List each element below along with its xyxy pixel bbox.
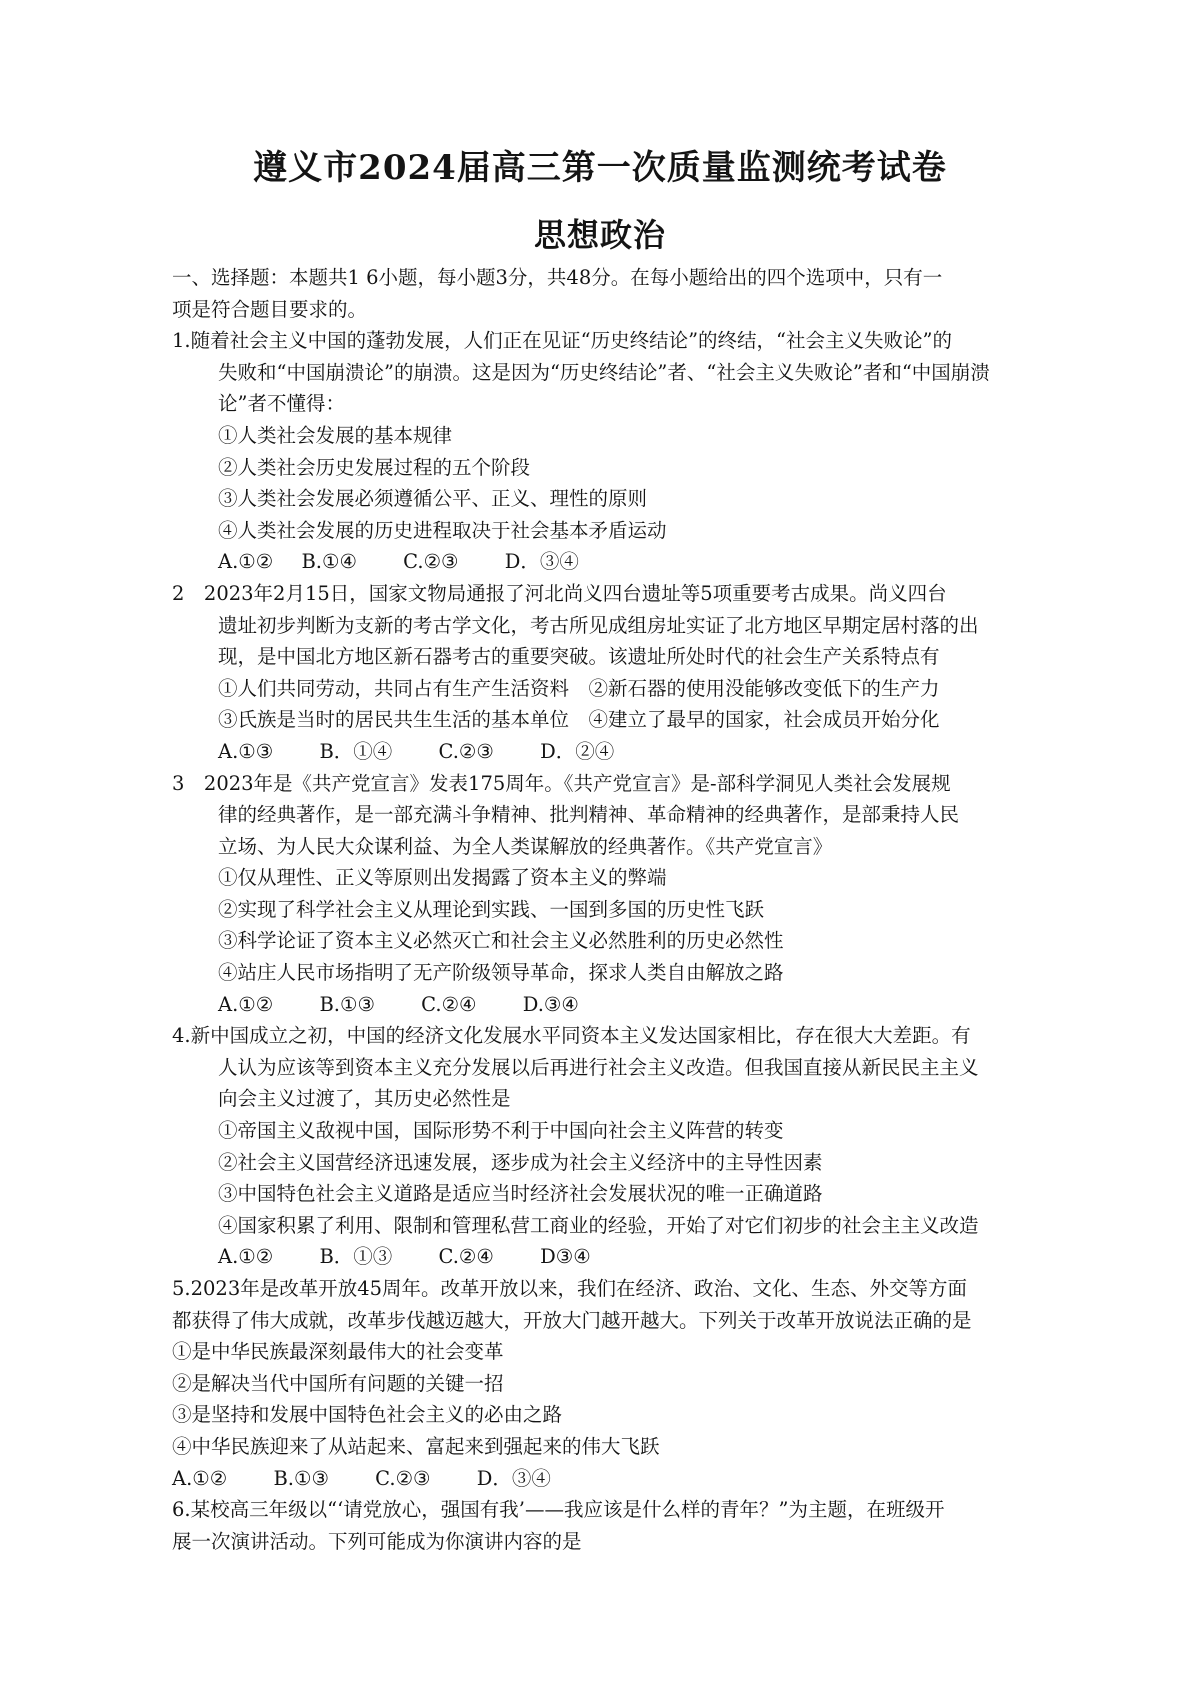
question-stem-line: 律的经典著作，是一部充满斗争精神、批判精神、革命精神的经典著作，是部秉持人民 [218, 803, 960, 827]
choice-d: D．③④ [504, 550, 579, 574]
choice-a: A.①② [218, 992, 274, 1016]
exam-body [172, 262, 1042, 1557]
choice-b: B．①④ [319, 739, 393, 763]
question-stem-line: 1.随着社会主义中国的蓬勃发展，人们正在见证“历史终结论”的终结，“社会主义失败论”的 [172, 329, 952, 353]
option-statement: ①帝国主义敌视中国，国际形势不利于中国向社会主义阵营的转变 [218, 1119, 784, 1143]
question-stem-line: 现，是中国北方地区新石器考古的重要突破。该遗址所处时代的社会生产关系特点有 [218, 645, 940, 669]
question-stem-line: 立场、为人民大众谋利益、为全人类谋解放的经典著作。《共产党宣言》 [218, 834, 833, 858]
option-statement: ④中华民族迎来了从站起来、富起来到强起来的伟大飞跃 [172, 1434, 660, 1458]
option-statement: ②是解决当代中国所有问题的关键一招 [172, 1371, 504, 1395]
question-1 [172, 325, 1042, 578]
question-stem-line: 展一次演讲活动。下列可能成为你演讲内容的是 [172, 1529, 582, 1553]
question-stem-line: 3 2023年是《共产党宣言》发表175周年。《共产党宣言》是-部科学洞见人类社会发展规 [172, 771, 951, 795]
choice-b: B．①③ [319, 1245, 393, 1269]
question-stem-line: 4.新中国成立之初，中国的经济文化发展水平同资本主义发达国家相比，存在很大大差距。有 [172, 1024, 971, 1048]
option-statement: ①人们共同劳动，共同占有生产生活资料 ②新石器的使用没能够改变低下的生产力 [218, 676, 940, 700]
question-stem-line: 5.2023年是改革开放45周年。改革开放以来，我们在经济、政治、文化、生态、外交等方面 [172, 1277, 968, 1300]
answer-choices [172, 989, 1042, 1021]
choice-b: B.①③ [319, 992, 375, 1016]
choice-b: B.①③ [273, 1466, 329, 1490]
question-2 [172, 578, 1042, 768]
choice-a: A.①② [218, 550, 274, 574]
option-statement: ③中国特色社会主义道路是适应当时经济社会发展状况的唯一正确道路 [218, 1182, 823, 1206]
exam-title: 遵义市2024届高三第一次质量监测统考试卷 [253, 148, 947, 188]
choice-a: A.①② [218, 1245, 274, 1269]
option-statement: ②人类社会历史发展过程的五个阶段 [218, 455, 531, 479]
choice-d: D.③④ [522, 992, 579, 1016]
option-statement: ②社会主义国营经济迅速发展，逐步成为社会主义经济中的主导性因素 [218, 1150, 823, 1174]
option-statement: ④国家积累了利用、限制和管理私营工商业的经验，开始了对它们初步的社会主主义改造 [218, 1213, 979, 1237]
answer-choices [172, 736, 1042, 768]
section-intro-line: 一、选择题：本题共1 6小题，每小题3分，共48分。在每小题给出的四个选项中，只有一 [172, 266, 943, 289]
choice-c: C.②④ [421, 992, 477, 1016]
question-stem-line: 2 2023年2月15日，国家文物局通报了河北尚义四台遗址等5项重要考古成果。尚义四台 [172, 581, 947, 605]
question-stem-line: 遗址初步判断为支新的考古学文化，考古所见成组房址实证了北方地区早期定居村落的出 [218, 613, 979, 637]
choice-d: D．③④ [476, 1466, 551, 1490]
option-statement: ③人类社会发展必须遵循公平、正义、理性的原则 [218, 487, 648, 511]
option-statement: ①仅从理性、正义等原则出发揭露了资本主义的弊端 [218, 866, 667, 890]
option-statement: ④人类社会发展的历史进程取决于社会基本矛盾运动 [218, 518, 667, 542]
answer-choices [172, 1241, 1042, 1273]
question-5 [172, 1273, 1042, 1494]
choice-c: C.②③ [375, 1466, 431, 1490]
option-statement: ③是坚持和发展中国特色社会主义的必由之路 [172, 1403, 563, 1427]
option-statement: ④站庄人民市场指明了无产阶级领导革命，探求人类自由解放之路 [218, 961, 784, 985]
question-stem-line: 都获得了伟大成就，改革步伐越迈越大，开放大门越开越大。下列关于改革开放说法正确的是 [172, 1308, 972, 1332]
option-statement: ①是中华民族最深刻最伟大的社会变革 [172, 1340, 504, 1364]
choice-d: D③④ [540, 1245, 591, 1269]
question-stem-line: 失败和“中国崩溃论”的崩溃。这是因为“历史终结论”者、“社会主义失败论”者和“中国崩溃 [218, 360, 990, 384]
question-stem-line: 6.某校高三年级以“‘请党放心，强国有我’——我应该是什么样的青年？”为主题，在班级开 [172, 1498, 945, 1522]
question-stem-line: 人认为应该等到资本主义充分发展以后再进行社会主义改造。但我国直接从新民民主主义 [218, 1055, 979, 1079]
question-4 [172, 1020, 1042, 1273]
choice-c: C.②④ [438, 1245, 494, 1269]
choice-c: C.②③ [403, 550, 459, 574]
section-intro-line: 项是符合题目要求的。 [172, 297, 368, 321]
question-6 [172, 1494, 1042, 1557]
choice-a: A.①② [172, 1466, 228, 1490]
answer-choices [172, 546, 1042, 578]
choice-d: D．②④ [540, 739, 615, 763]
answer-choices [172, 1463, 1042, 1495]
choice-c: C.②③ [438, 739, 494, 763]
option-statement: ②实现了科学社会主义从理论到实践、一国到多国的历史性飞跃 [218, 897, 765, 921]
question-stem-line: 论”者不懂得： [218, 392, 345, 416]
choice-a: A.①③ [218, 739, 274, 763]
exam-subject: 思想政治 [533, 216, 666, 254]
choice-b: B.①④ [301, 550, 357, 574]
question-stem-line: 向会主义过渡了，其历史必然性是 [218, 1087, 511, 1111]
question-3 [172, 768, 1042, 1021]
option-statement: ③科学论证了资本主义必然灭亡和社会主义必然胜利的历史必然性 [218, 929, 784, 953]
option-statement: ③氏族是当时的居民共生生活的基本单位 ④建立了最早的国家，社会成员开始分化 [218, 708, 940, 732]
option-statement: ①人类社会发展的基本规律 [218, 423, 453, 447]
